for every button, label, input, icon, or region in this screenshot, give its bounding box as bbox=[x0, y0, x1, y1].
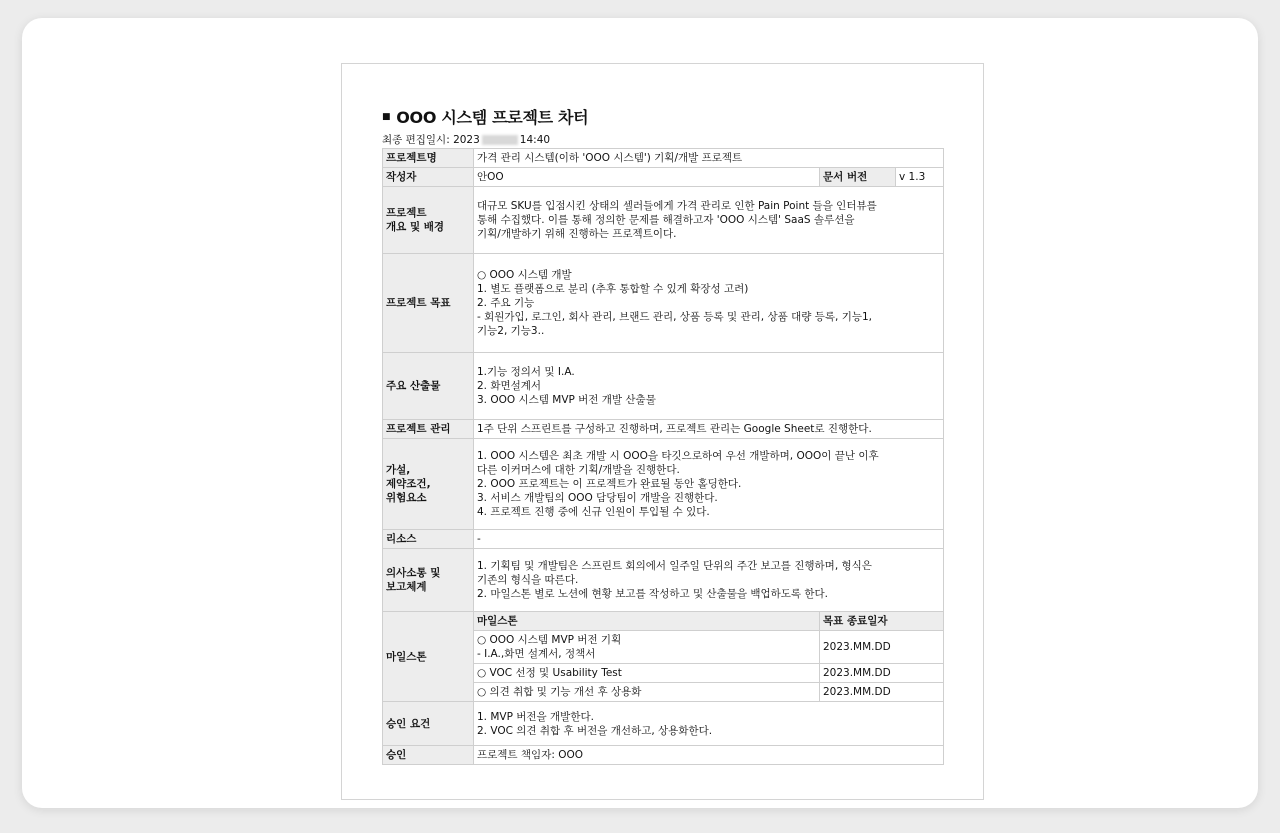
document-title-text: OOO 시스템 프로젝트 차터 bbox=[396, 108, 589, 127]
last-edited-label: 최종 편집일시: 2023 bbox=[382, 134, 480, 146]
label-management: 프로젝트 관리 bbox=[383, 420, 474, 439]
row-author bbox=[383, 168, 944, 187]
row-assumptions bbox=[383, 439, 944, 530]
charter-table bbox=[382, 148, 944, 765]
row-management bbox=[383, 420, 944, 439]
value-overview: 대규모 SKU를 입점시킨 상태의 셀러들에게 가격 관리로 인한 Pain Point 들을 인터뷰를 통해 수집했다. 이를 통해 정의한 문제를 해결하고자 'OOO 시스템' SaaS 솔루션을 기획/개발하기 위해 진행하는 프로젝트이다. bbox=[474, 187, 944, 254]
label-approval: 승인 bbox=[383, 746, 474, 765]
milestone-name: ○ OOO 시스템 MVP 버전 기획 - I.A.,화면 설계서, 정책서 bbox=[474, 631, 820, 664]
value-goal: ○ OOO 시스템 개발 1. 별도 플랫폼으로 분리 (추후 통합할 수 있게 확장성 고려) 2. 주요 기능 - 회원가입, 로그인, 회사 관리, 브랜드 관리, 상품 등록 및 관리, 상품 대량 등록, 기능1, 기능2, 기능3.. bbox=[474, 254, 944, 353]
label-assumptions: 가설, 제약조건, 위험요소 bbox=[383, 439, 474, 530]
label-project-name: 프로젝트명 bbox=[383, 149, 474, 168]
row-approval bbox=[383, 746, 944, 765]
value-communication: 1. 기획팀 및 개발팀은 스프린트 회의에서 일주일 단위의 주간 보고를 진행하며, 형식은 기존의 형식을 따른다. 2. 마일스톤 별로 노션에 현황 보고를 작성하고 및 산출물을 백업하도록 한다. bbox=[474, 549, 944, 612]
row-approval-criteria bbox=[383, 702, 944, 746]
row-project-name bbox=[383, 149, 944, 168]
last-edited bbox=[382, 132, 943, 148]
label-overview: 프로젝트 개요 및 배경 bbox=[383, 187, 474, 254]
milestone-date-col-header: 목표 종료일자 bbox=[820, 612, 944, 631]
milestone-date: 2023.MM.DD bbox=[820, 664, 944, 683]
value-doc-version: v 1.3 bbox=[896, 168, 944, 187]
row-communication bbox=[383, 549, 944, 612]
document-body bbox=[382, 104, 943, 765]
label-doc-version: 문서 버전 bbox=[820, 168, 896, 187]
document-page bbox=[341, 63, 984, 800]
value-author: 안OO bbox=[474, 168, 820, 187]
row-goal bbox=[383, 254, 944, 353]
value-approval: 프로젝트 책임자: OOO bbox=[474, 746, 944, 765]
screenshot-frame bbox=[22, 18, 1258, 808]
label-communication: 의사소통 및 보고체계 bbox=[383, 549, 474, 612]
redacted-date-blur bbox=[482, 135, 518, 145]
value-project-name: 가격 관리 시스템(이하 'OOO 시스템') 기획/개발 프로젝트 bbox=[474, 149, 944, 168]
document-title bbox=[382, 104, 943, 132]
value-assumptions: 1. OOO 시스템은 최초 개발 시 OOO을 타깃으로하여 우선 개발하며, OOO이 끝난 이후 다른 이커머스에 대한 기획/개발을 진행한다. 2. OOO 프로젝트는 이 프로젝트가 완료될 동안 홀딩한다. 3. 서비스 개발팀의 OOO 담당팀이 개발을 진행한다. 4. 프로젝트 진행 중에 신규 인원이 투입될 수 있다. bbox=[474, 439, 944, 530]
milestone-date: 2023.MM.DD bbox=[820, 631, 944, 664]
milestone-name: ○ 의견 취합 및 기능 개선 후 상용화 bbox=[474, 683, 820, 702]
row-deliverables bbox=[383, 353, 944, 420]
label-deliverables: 주요 산출물 bbox=[383, 353, 474, 420]
value-resources: - bbox=[474, 530, 944, 549]
row-resources bbox=[383, 530, 944, 549]
last-edited-time: 14:40 bbox=[519, 134, 551, 146]
row-milestone-header bbox=[383, 612, 944, 631]
milestone-date: 2023.MM.DD bbox=[820, 683, 944, 702]
label-milestones: 마일스톤 bbox=[383, 612, 474, 702]
value-approval-criteria: 1. MVP 버전을 개발한다. 2. VOC 의견 취합 후 버전을 개선하고, 상용화한다. bbox=[474, 702, 944, 746]
label-approval-criteria: 승인 요건 bbox=[383, 702, 474, 746]
milestone-col-header: 마일스톤 bbox=[474, 612, 820, 631]
milestone-name: ○ VOC 선정 및 Usability Test bbox=[474, 664, 820, 683]
label-author: 작성자 bbox=[383, 168, 474, 187]
label-goal: 프로젝트 목표 bbox=[383, 254, 474, 353]
row-overview bbox=[383, 187, 944, 254]
value-deliverables: 1.기능 정의서 및 I.A. 2. 화면설계서 3. OOO 시스템 MVP 버전 개발 산출물 bbox=[474, 353, 944, 420]
label-resources: 리소스 bbox=[383, 530, 474, 549]
title-square-icon: ■ bbox=[382, 111, 391, 122]
value-management: 1주 단위 스프린트를 구성하고 진행하며, 프로젝트 관리는 Google Sheet로 진행한다. bbox=[474, 420, 944, 439]
